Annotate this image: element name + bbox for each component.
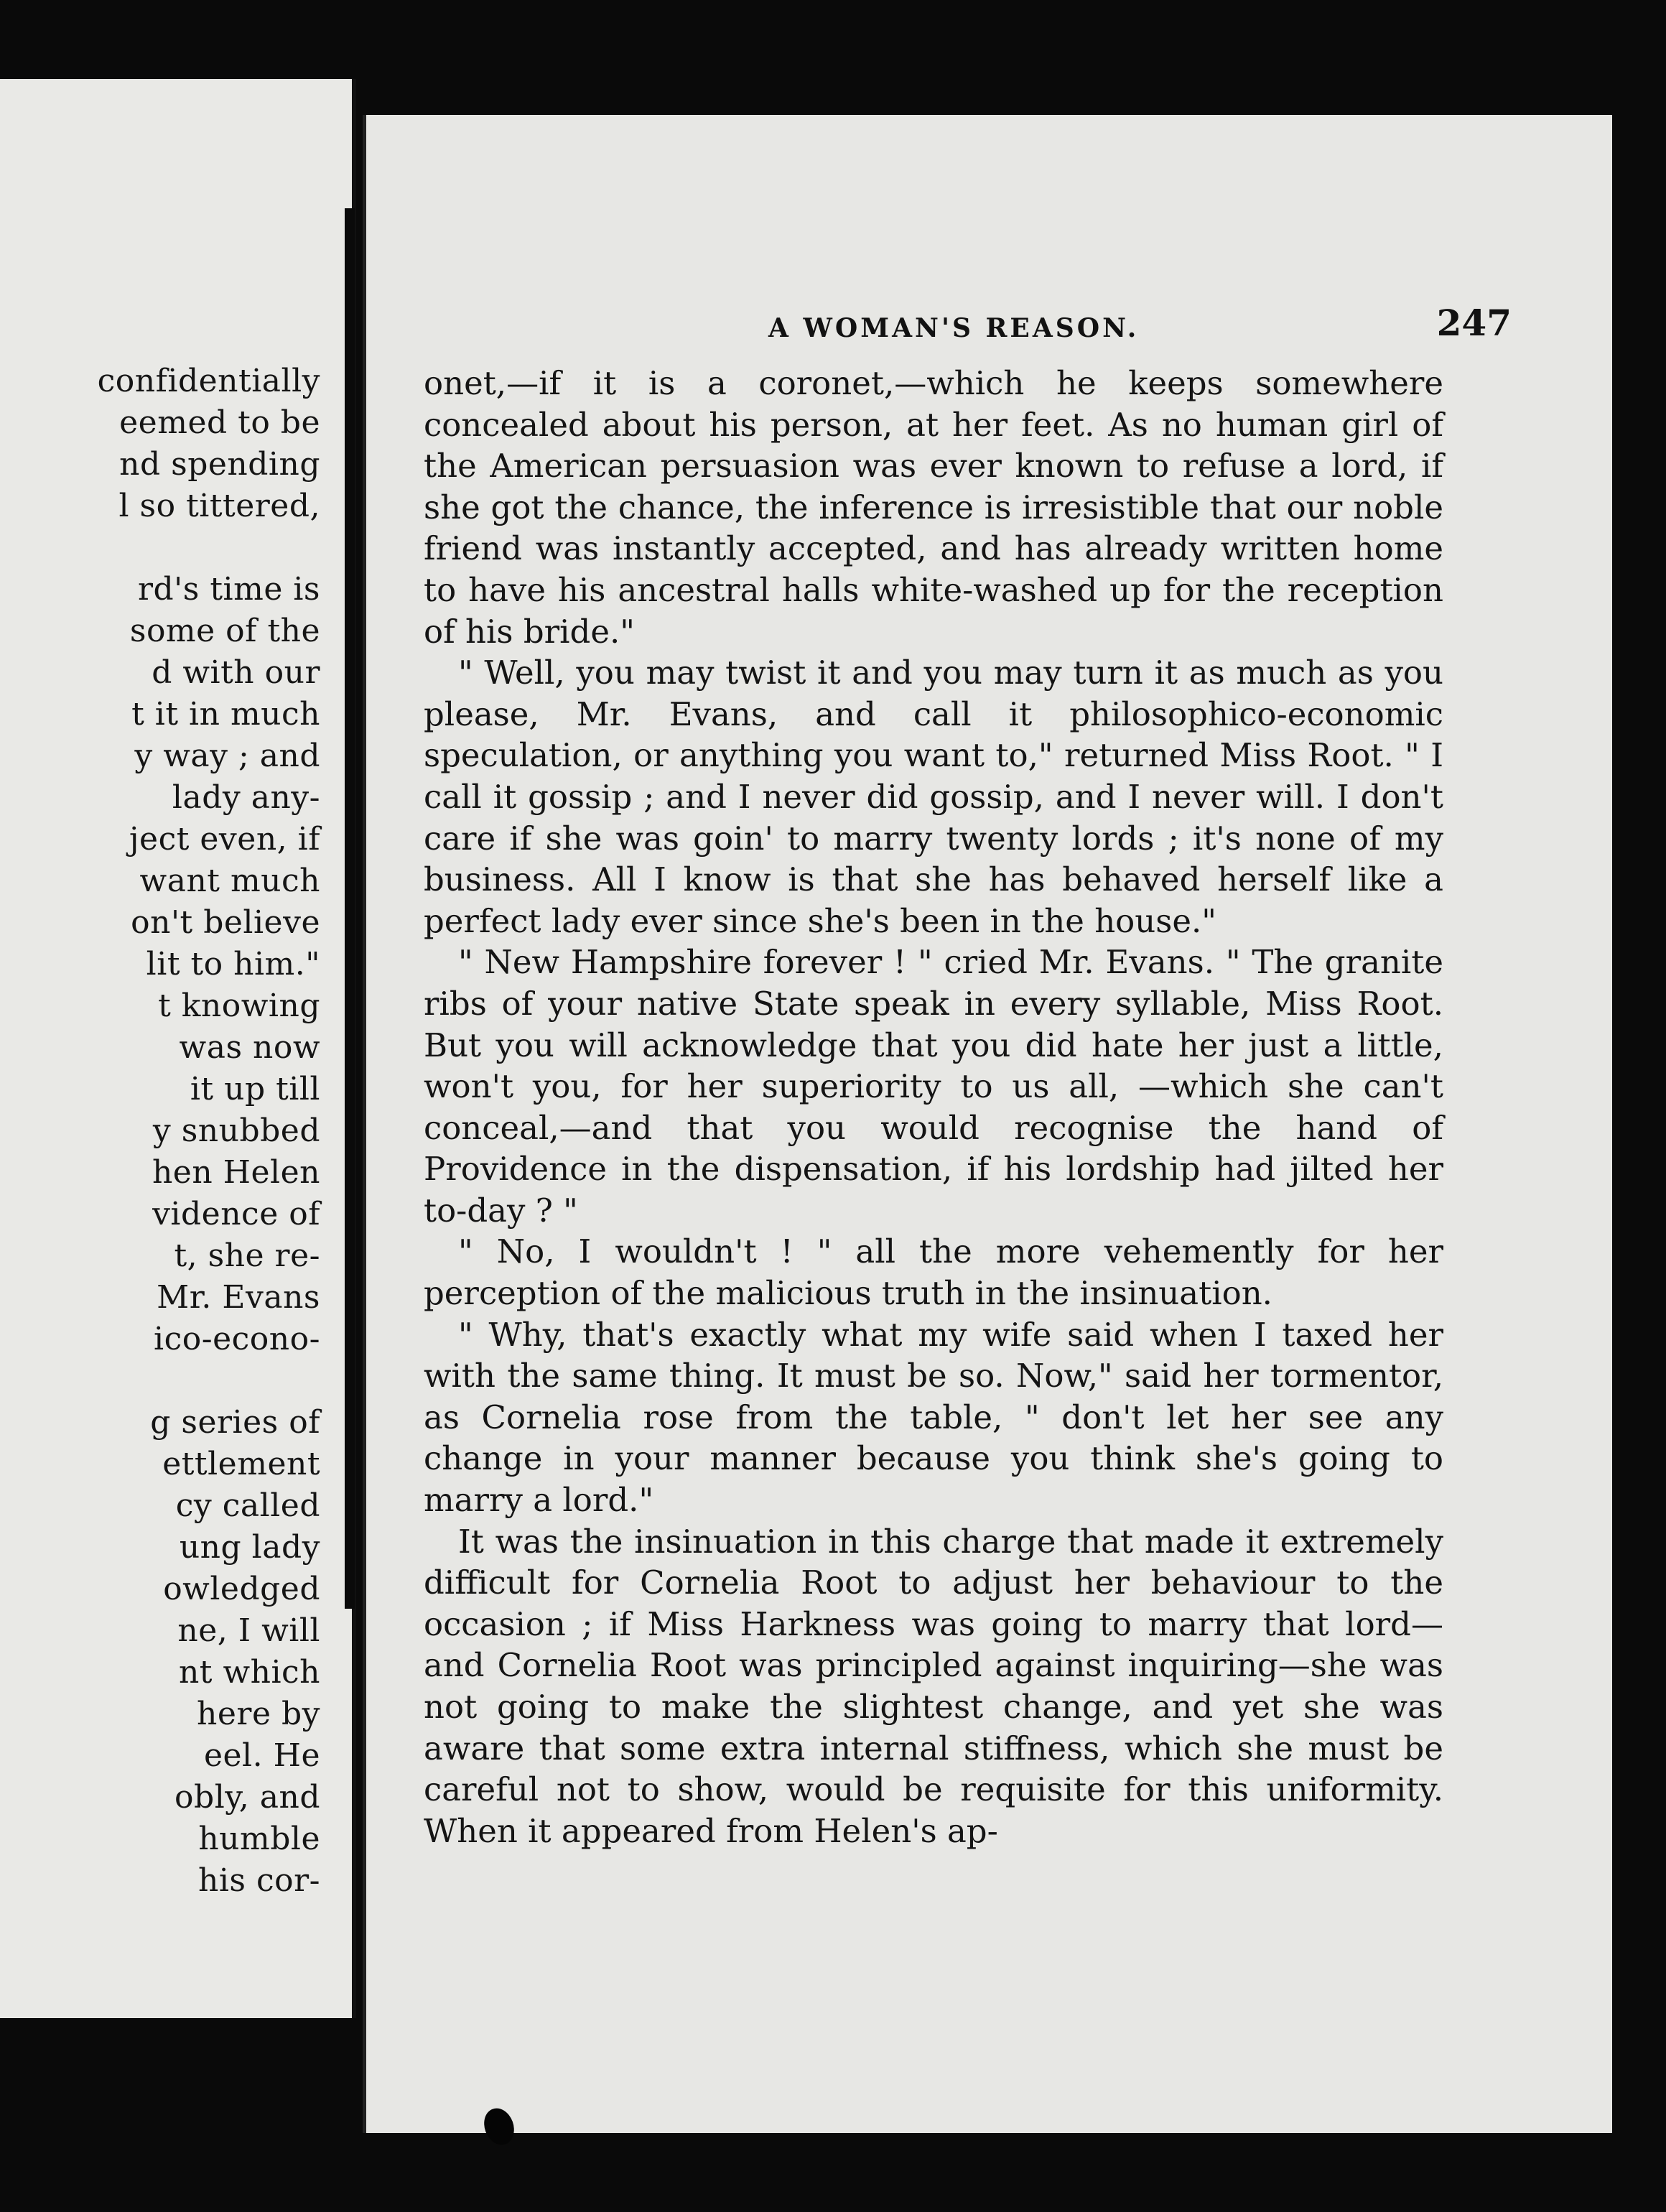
left-page-line: ico-econo-: [154, 1321, 320, 1357]
left-page-line: confidentially: [97, 363, 320, 399]
paragraph: It was the insinuation in this charge that made it extremely difficult for Cornelia Root to adjust her behaviour to the occasion ; if Miss Harkness was going to marry that lord—and Cornelia Root was principled against inquiring—she was not going to make the slightest change, and yet she was aware that some extra internal stiffness, which she must be careful not to show, would be requisite for this uniformity. When it appeared from Helen's ap-: [424, 1522, 1443, 1850]
left-page-line: ne, I will: [177, 1612, 320, 1649]
left-page-line: y snubbed: [152, 1112, 320, 1149]
left-page-line: vidence of: [152, 1196, 320, 1232]
left-page-line: t it in much: [131, 696, 320, 733]
left-page-line: t, she re-: [174, 1237, 320, 1274]
left-page-line: eel. He: [203, 1737, 320, 1774]
body-text: [424, 363, 1443, 1851]
left-page-line: cy called: [175, 1487, 320, 1524]
paragraph: " Why, that's exactly what my wife said when I taxed her with the same thing. It must be so. Now," said her tormentor, as Cornelia rose from the table, " don't let her see any change in your manner because you think she's going to marry a lord.": [424, 1315, 1443, 1520]
left-page: [0, 79, 356, 2018]
left-page-line: on't believe: [131, 904, 320, 941]
left-page-line: want much: [139, 863, 320, 899]
paragraph: " No, I wouldn't ! " all the more vehemently for her perception of the malicious truth in the insinuation.: [424, 1232, 1443, 1313]
running-title: A WOMAN'S REASON.: [768, 313, 1140, 343]
left-page-line: owledged: [163, 1571, 320, 1607]
right-page: [363, 115, 1612, 2133]
left-page-line: his cor-: [197, 1862, 320, 1899]
left-page-line: Mr. Evans: [157, 1279, 320, 1316]
left-page-line: g series of: [150, 1404, 320, 1441]
left-page-line: here by: [197, 1696, 320, 1732]
left-page-line: t knowing: [158, 988, 320, 1024]
left-page-line: was now: [179, 1029, 320, 1066]
left-page-line: eemed to be: [119, 404, 320, 441]
left-page-line: ung lady: [179, 1529, 320, 1566]
paragraph: onet,—if it is a coronet,—which he keeps somewhere concealed about his person, at her feet. As no human girl of the American persuasion was ever known to refuse a lord, if she got the chance, the inference is irresistible that our noble friend was instantly accepted, and has already written home to have his ancestral halls white-washed up for the reception of his bride.": [424, 364, 1443, 651]
left-page-line: humble: [198, 1821, 320, 1857]
left-page-line: some of the: [129, 613, 320, 649]
left-page-line: nd spending: [119, 446, 320, 483]
left-page-line: y way ; and: [134, 738, 320, 774]
page-number: 247: [1436, 302, 1512, 344]
left-page-line: hen Helen: [152, 1154, 320, 1191]
paragraph: " Well, you may twist it and you may turn it as much as you please, Mr. Evans, and call it philosophico-economic speculation, or anything you want to," returned Miss Root. " I call it gossip ; and I never did gossip, and I never will. I don't care if she was goin' to marry twenty lords ; it's none of my business. All I know is that she has behaved herself like a perfect lady ever since she's been in the house.": [424, 654, 1443, 940]
left-page-line: lady any-: [172, 779, 320, 816]
left-page-line: ettlement: [162, 1446, 320, 1482]
paragraph: " New Hampshire forever ! " cried Mr. Evans. " The granite ribs of your native State speak in every syllable, Miss Root. But you will acknowledge that you did hate her just a little, won't you, for her superiority to us all, —which she can't conceal,—and that you would recognise the hand of Providence in the dispensation, if his lordship had jilted her to-day ? ": [424, 943, 1443, 1230]
left-page-line: d with our: [152, 654, 320, 691]
book-spine: [345, 208, 355, 1609]
left-page-line: nt which: [178, 1654, 320, 1691]
left-page-line: l so tittered,: [118, 488, 320, 524]
left-page-line: ject even, if: [129, 821, 320, 858]
page-header: [366, 302, 1612, 359]
left-page-line: lit to him.": [146, 946, 320, 982]
left-page-line: rd's time is: [137, 571, 320, 608]
left-page-line: it up till: [190, 1071, 320, 1107]
left-page-line: obly, and: [174, 1779, 320, 1816]
